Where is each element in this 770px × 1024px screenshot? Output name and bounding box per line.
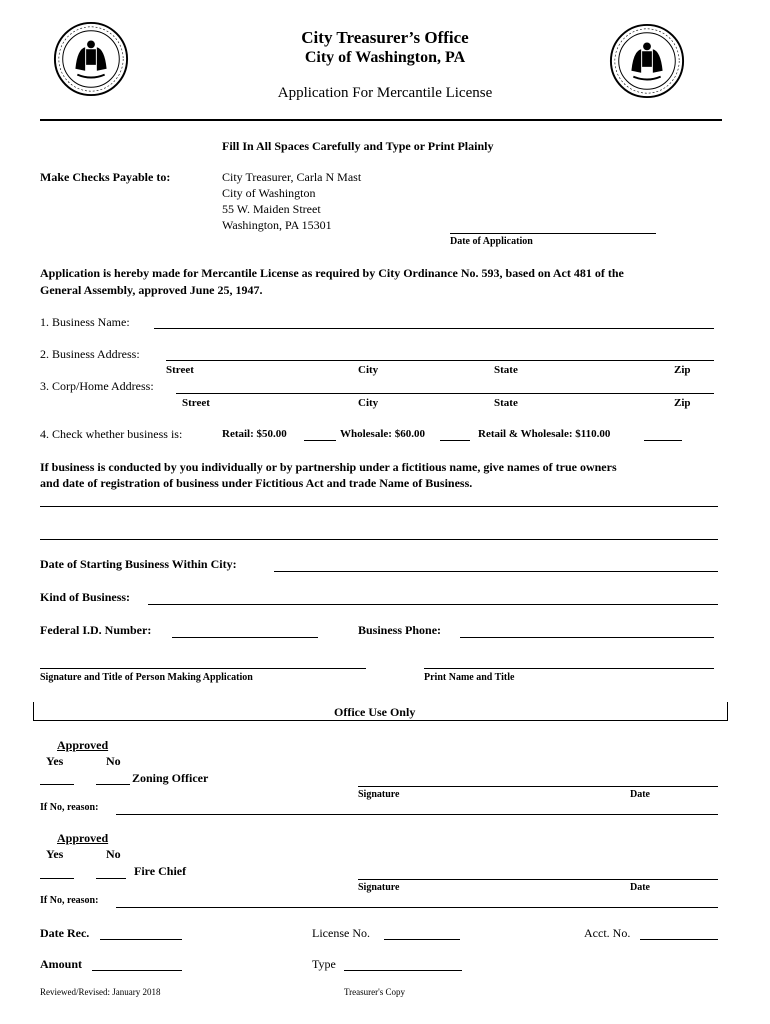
print-name-field[interactable] (424, 668, 714, 669)
fictitious-text-2: and date of registration of business under Fictitious Act and trade Name of Business. (40, 476, 473, 490)
street-label: Street (182, 397, 210, 409)
print-name-label: Print Name and Title (424, 672, 515, 683)
zip-label: Zip (674, 364, 691, 376)
license-no-field[interactable] (384, 939, 460, 940)
city-title: City of Washington, PA (304, 49, 466, 66)
city-label: City (358, 364, 379, 376)
fire-chief-label: Fire Chief (134, 864, 187, 878)
revised-note: Reviewed/Revised: January 2018 (40, 987, 161, 997)
zoning-yes-field[interactable] (40, 784, 74, 785)
date-starting-label: Date of Starting Business Within City: (40, 557, 237, 571)
check-business-label: 4. Check whether business is: (40, 427, 183, 441)
fire-yes-label: Yes (46, 847, 64, 861)
street-label: Street (166, 364, 194, 376)
zip-label: Zip (674, 397, 691, 409)
date-starting-field[interactable] (274, 571, 718, 572)
date-of-application-label: Date of Application (450, 236, 533, 247)
date-rec-label: Date Rec. (40, 926, 90, 940)
fire-reason-label: If No, reason: (40, 895, 99, 906)
type-field[interactable] (344, 970, 462, 971)
office-title: City Treasurer’s Office (301, 28, 469, 47)
zoning-no-label: No (106, 754, 121, 768)
zoning-date-label: Date (630, 789, 650, 800)
state-label: State (494, 364, 518, 376)
federal-id-field[interactable] (172, 637, 318, 638)
business-phone-label: Business Phone: (358, 623, 442, 637)
payable-line3: 55 W. Maiden Street (222, 202, 321, 216)
fire-yes-field[interactable] (40, 878, 74, 879)
zoning-officer-label: Zoning Officer (132, 771, 209, 785)
fire-reason-field[interactable] (116, 907, 718, 908)
business-name-field[interactable] (154, 328, 714, 329)
fire-approved-label: Approved (57, 831, 109, 845)
fire-date-label: Date (630, 882, 650, 893)
federal-id-label: Federal I.D. Number: (40, 623, 152, 637)
amount-label: Amount (40, 957, 83, 971)
date-rec-field[interactable] (100, 939, 182, 940)
retail-wholesale-label: Retail & Wholesale: $110.00 (478, 428, 611, 440)
zoning-signature-label: Signature (358, 789, 400, 800)
business-address-label: 2. Business Address: (40, 347, 140, 361)
fictitious-field-2[interactable] (40, 539, 718, 540)
fire-no-label: No (106, 847, 121, 861)
corp-home-address-field[interactable] (176, 393, 714, 394)
zoning-reason-field[interactable] (116, 814, 718, 815)
fire-signature-label: Signature (358, 882, 400, 893)
office-use-title: Office Use Only (334, 705, 416, 719)
application-text-2: General Assembly, approved June 25, 1947. (40, 283, 263, 297)
zoning-reason-label: If No, reason: (40, 802, 99, 813)
zoning-yes-label: Yes (46, 754, 64, 768)
fictitious-field-1[interactable] (40, 506, 718, 507)
payable-line2: City of Washington (222, 186, 316, 200)
business-name-label: 1. Business Name: (40, 315, 130, 329)
acct-no-field[interactable] (640, 939, 718, 940)
date-of-application-field[interactable] (450, 233, 656, 234)
city-label: City (358, 397, 379, 409)
zoning-no-field[interactable] (96, 784, 130, 785)
kind-of-business-label: Kind of Business: (40, 590, 131, 604)
signature-field[interactable] (40, 668, 366, 669)
wholesale-label: Wholesale: $60.00 (340, 428, 425, 440)
license-no-label: License No. (312, 926, 370, 940)
business-address-field[interactable] (166, 360, 714, 361)
retail-wholesale-check-field[interactable] (644, 440, 682, 441)
retail-check-field[interactable] (304, 440, 336, 441)
fire-no-field[interactable] (96, 878, 126, 879)
business-phone-field[interactable] (460, 637, 714, 638)
payable-line4: Washington, PA 15301 (222, 218, 332, 232)
retail-label: Retail: $50.00 (222, 428, 287, 440)
zoning-approved-label: Approved (57, 738, 109, 752)
fire-signature-field[interactable] (358, 879, 718, 880)
form-title: Application For Mercantile License (277, 85, 493, 101)
fictitious-text-1: If business is conducted by you individually or by partnership under a fictitious name, give names of true owners (40, 460, 617, 474)
wholesale-check-field[interactable] (440, 440, 470, 441)
state-label: State (494, 397, 518, 409)
kind-of-business-field[interactable] (148, 604, 718, 605)
application-text-1: Application is hereby made for Mercantile License as required by City Ordinance No. 593, based on Act 481 of the (40, 266, 624, 280)
header-rule (40, 119, 722, 121)
signature-title-label: Signature and Title of Person Making Application (40, 672, 253, 683)
zoning-signature-field[interactable] (358, 786, 718, 787)
type-label: Type (312, 957, 336, 971)
payable-line1: City Treasurer, Carla N Mast (222, 170, 362, 184)
amount-field[interactable] (92, 970, 182, 971)
payable-label: Make Checks Payable to: (40, 170, 171, 184)
instructions: Fill In All Spaces Carefully and Type or Print Plainly (222, 139, 494, 153)
acct-no-label: Acct. No. (584, 926, 631, 940)
copy-note: Treasurer's Copy (344, 987, 406, 997)
corp-home-address-label: 3. Corp/Home Address: (40, 379, 154, 393)
